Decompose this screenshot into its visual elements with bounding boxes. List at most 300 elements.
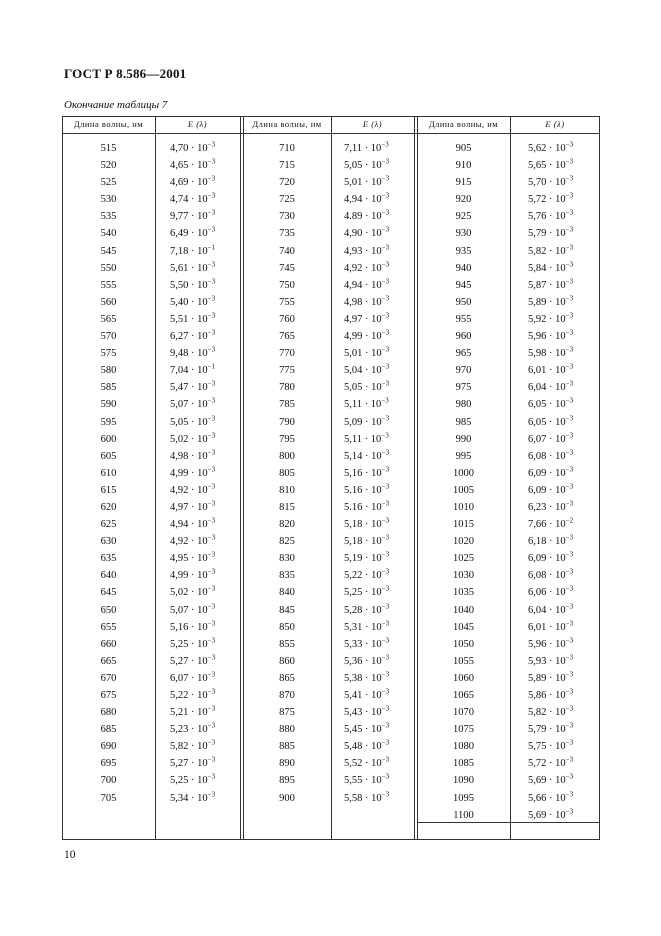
ev-exponent: −3 <box>565 277 574 286</box>
ev-mantissa: 5,05 <box>344 382 363 394</box>
wavelength-cell: 1025 <box>453 553 474 565</box>
ev-exponent: −3 <box>381 294 390 303</box>
wavelength-cell: 735 <box>279 228 295 240</box>
ev-mantissa: 4,98 <box>344 296 363 308</box>
ev-exponent: −3 <box>381 516 390 525</box>
ev-mantissa: 5,40 <box>170 296 189 308</box>
ev-cell <box>170 465 240 482</box>
ev-mantissa: 4,94 <box>170 519 189 531</box>
ev-multiplier: · 10 <box>188 741 208 753</box>
ev-cell <box>344 567 414 584</box>
ev-multiplier: · 10 <box>546 621 566 633</box>
ev-exponent: −3 <box>207 174 216 183</box>
ev-mantissa: 7,66 <box>528 519 547 531</box>
wavelength-cell: 775 <box>279 365 295 377</box>
ev-cell <box>344 499 414 516</box>
ev-mantissa: 6,04 <box>528 604 547 616</box>
ev-cell <box>170 619 240 636</box>
ev-exponent: −3 <box>381 755 390 764</box>
ev-mantissa: 9,48 <box>170 348 189 360</box>
ev-mantissa: 5,45 <box>344 724 363 736</box>
ev-cell <box>528 140 600 157</box>
wavelength-cell: 1040 <box>453 604 474 616</box>
ev-cell <box>528 670 600 687</box>
wavelength-cell: 590 <box>100 399 117 411</box>
ev-mantissa: 5,70 <box>528 177 547 189</box>
ev-cell <box>344 687 414 704</box>
ev-cell <box>344 277 414 294</box>
ev-exponent: −3 <box>207 550 216 559</box>
ev-cell <box>528 482 600 499</box>
ev-cell <box>528 396 600 413</box>
wavelength-cell: 715 <box>279 160 295 172</box>
wavelength-cell: 860 <box>279 655 295 667</box>
ev-multiplier: · 10 <box>362 484 382 496</box>
ev-exponent: −3 <box>565 653 574 662</box>
ev-exponent: −3 <box>565 567 574 576</box>
wavelength-cell: 710 <box>279 143 295 154</box>
ev-exponent: −3 <box>207 208 216 217</box>
ev-cell <box>170 755 240 772</box>
col-divider <box>240 116 241 840</box>
ev-exponent: −3 <box>565 807 574 816</box>
ev-multiplier: · 10 <box>188 604 208 616</box>
ev-mantissa: 5,48 <box>344 741 363 753</box>
ev-multiplier: · 10 <box>188 519 208 531</box>
header-wavelength: Длина волны, нм <box>428 119 499 129</box>
ev-multiplier: · 10 <box>188 365 208 377</box>
ev-cell <box>170 704 240 721</box>
wavelength-cell: 805 <box>279 467 295 479</box>
wavelength-cell: 795 <box>279 433 295 445</box>
ev-mantissa: 4,97 <box>344 313 363 325</box>
ev-multiplier: · 10 <box>546 501 566 513</box>
ev-multiplier: · 10 <box>546 570 566 582</box>
ev-exponent: −3 <box>381 482 390 491</box>
wavelength-cell: 915 <box>455 177 472 189</box>
ev-multiplier: · 10 <box>362 194 382 206</box>
wavelength-cell: 910 <box>455 160 472 172</box>
ev-exponent: −3 <box>565 328 574 337</box>
ev-cell <box>170 584 240 601</box>
wavelength-cell: 820 <box>279 519 295 531</box>
ev-cell <box>528 311 600 328</box>
ev-cell <box>344 721 414 738</box>
ev-exponent: −3 <box>565 584 574 593</box>
ev-mantissa: 5.16 <box>344 501 363 513</box>
ev-mantissa: 5,21 <box>170 707 189 719</box>
wavelength-cell: 1075 <box>453 724 474 736</box>
ev-mantissa: 5,89 <box>528 672 547 684</box>
ev-exponent: −3 <box>381 550 390 559</box>
ev-multiplier: · 10 <box>546 450 566 462</box>
ev-mantissa: 6,18 <box>528 536 547 548</box>
ev-exponent: −3 <box>565 448 574 457</box>
ev-mantissa: 5,82 <box>528 707 547 719</box>
wavelength-cell: 520 <box>100 160 117 172</box>
ev-exponent: −3 <box>565 482 574 491</box>
ev-multiplier: · 10 <box>362 672 382 684</box>
ev-multiplier: · 10 <box>546 433 566 445</box>
wavelength-cell: 560 <box>100 296 117 308</box>
ev-multiplier: · 10 <box>188 313 208 325</box>
ev-cell <box>170 345 240 362</box>
ev-mantissa: 5,55 <box>344 775 363 787</box>
ev-exponent: −3 <box>565 704 574 713</box>
ev-cell <box>344 738 414 755</box>
ev-mantissa: 5,05 <box>170 416 189 428</box>
ev-multiplier: · 10 <box>188 587 208 599</box>
wavelength-cell: 920 <box>455 194 472 206</box>
ev-mantissa: 7,18 <box>170 245 189 257</box>
ev-cell <box>528 687 600 704</box>
wavelength-cell: 945 <box>455 279 472 291</box>
wavelength-cell: 905 <box>455 143 472 154</box>
wavelength-cell: 540 <box>100 228 117 240</box>
ev-multiplier: · 10 <box>188 228 208 240</box>
ev-multiplier: · 10 <box>362 365 382 377</box>
wavelength-cell: 530 <box>100 194 117 206</box>
ev-exponent: −3 <box>381 790 390 799</box>
ev-mantissa: 5,72 <box>528 758 547 770</box>
wavelength-cell: 600 <box>100 433 117 445</box>
ev-cell <box>344 448 414 465</box>
ev-mantissa: 5,62 <box>528 143 547 154</box>
ev-mantissa: 6,08 <box>528 570 547 582</box>
header-wavelength: Длина волны, нм <box>252 119 322 129</box>
ev-mantissa: 5,52 <box>344 758 363 770</box>
wavelength-cell: 705 <box>100 792 117 804</box>
ev-exponent: −3 <box>381 157 390 166</box>
ev-exponent: −3 <box>207 328 216 337</box>
page-number: 10 <box>64 849 76 861</box>
ev-exponent: −3 <box>207 755 216 764</box>
wavelength-cell: 575 <box>100 348 117 360</box>
ev-exponent: −3 <box>207 772 216 781</box>
wavelength-cell: 665 <box>100 655 117 667</box>
ev-exponent: −3 <box>207 191 216 200</box>
ev-mantissa: 5,34 <box>170 792 189 804</box>
ev-multiplier: · 10 <box>188 553 208 565</box>
wavelength-cell: 855 <box>279 638 295 650</box>
ev-cell <box>344 243 414 260</box>
ev-cell <box>528 704 600 721</box>
ev-mantissa: 5,69 <box>528 775 547 787</box>
ev-mantissa: 6,09 <box>528 467 547 479</box>
ev-cell <box>528 567 600 584</box>
wavelength-cell: 780 <box>279 382 295 394</box>
ev-exponent: −3 <box>381 567 390 576</box>
ev-mantissa: 5,96 <box>528 331 547 343</box>
ev-exponent: −3 <box>381 602 390 611</box>
ev-cell <box>528 431 600 448</box>
wavelength-cell: 965 <box>455 348 472 360</box>
ev-cell <box>528 277 600 294</box>
ev-cell <box>528 807 600 824</box>
wavelength-cell: 765 <box>279 331 295 343</box>
ev-cell <box>528 157 600 174</box>
wavelength-cell: 1050 <box>453 638 474 650</box>
ev-mantissa: 5,31 <box>344 621 363 633</box>
wavelength-cell: 650 <box>100 604 117 616</box>
wavelength-cell: 1065 <box>453 690 474 701</box>
ev-exponent: −3 <box>565 174 574 183</box>
ev-multiplier: · 10 <box>362 604 382 616</box>
ev-cell <box>170 362 240 379</box>
wavelength-cell: 1020 <box>453 536 474 548</box>
ev-exponent: −3 <box>381 140 389 149</box>
ev-mantissa: 6,07 <box>528 433 547 445</box>
wavelength-cell: 870 <box>279 690 295 701</box>
ev-mantissa: 5,18 <box>344 536 363 548</box>
wavelength-cell: 835 <box>279 570 295 582</box>
ev-mantissa: 5,25 <box>170 775 189 787</box>
ev-multiplier: · 10 <box>546 690 566 701</box>
ev-multiplier: · 10 <box>188 194 208 206</box>
ev-exponent: −3 <box>565 721 574 730</box>
ev-multiplier: · 10 <box>188 655 208 667</box>
wavelength-cell: 895 <box>279 775 295 787</box>
ev-multiplier: · 10 <box>362 467 382 479</box>
ev-exponent: −3 <box>381 653 390 662</box>
ev-mantissa: 4,70 <box>170 143 189 154</box>
ev-mantissa: 4,99 <box>170 467 189 479</box>
ev-mantissa: 5,50 <box>170 279 189 291</box>
ev-exponent: −3 <box>381 362 390 371</box>
ev-exponent: −1 <box>207 243 216 252</box>
ev-cell <box>170 772 240 789</box>
ev-mantissa: 5,92 <box>528 313 547 325</box>
wavelength-cell: 535 <box>100 211 117 223</box>
ev-multiplier: · 10 <box>362 143 382 154</box>
ev-cell <box>344 550 414 567</box>
ev-mantissa: 5,07 <box>170 604 189 616</box>
ev-cell <box>344 431 414 448</box>
ev-exponent: −3 <box>207 687 216 696</box>
ev-multiplier: · 10 <box>362 519 382 531</box>
table-caption: Окончание таблицы 7 <box>64 99 168 111</box>
ev-cell <box>528 755 600 772</box>
header-ev-label: E (λ) <box>187 119 208 129</box>
ev-multiplier: · 10 <box>546 467 566 479</box>
ev-multiplier: · 10 <box>362 587 382 599</box>
ev-exponent: −3 <box>381 670 390 679</box>
ev-cell <box>344 362 414 379</box>
ev-exponent: −3 <box>565 414 574 422</box>
ev-cell <box>344 482 414 499</box>
wavelength-cell: 985 <box>455 416 472 428</box>
wavelength-cell: 840 <box>279 587 295 599</box>
ev-exponent: −3 <box>381 721 390 730</box>
wavelength-cell: 1080 <box>453 741 474 753</box>
ev-cell <box>170 208 240 225</box>
ev-cell <box>170 294 240 311</box>
ev-cell <box>528 414 600 431</box>
wavelength-column <box>62 140 155 807</box>
ev-exponent: −3 <box>207 533 216 542</box>
ev-exponent: −3 <box>565 208 574 217</box>
ev-cell <box>528 499 600 516</box>
ev-mantissa: 5,02 <box>170 433 189 445</box>
ev-mantissa: 6,05 <box>528 399 547 411</box>
wavelength-cell: 1035 <box>453 587 474 599</box>
wavelength-cell: 745 <box>279 262 295 274</box>
wavelength-cell: 785 <box>279 399 295 411</box>
ev-mantissa: 4,95 <box>170 553 189 565</box>
col-divider <box>510 116 511 840</box>
ev-cell <box>344 636 414 653</box>
ev-exponent: −3 <box>207 653 216 662</box>
ev-exponent: −3 <box>565 311 574 320</box>
wavelength-cell: 750 <box>279 279 295 291</box>
ev-exponent: −3 <box>207 140 216 149</box>
ev-cell <box>528 465 600 482</box>
ev-exponent: −3 <box>381 499 390 508</box>
ev-exponent: −3 <box>381 533 390 542</box>
wavelength-cell: 800 <box>279 450 295 462</box>
ev-cell <box>170 721 240 738</box>
ev-multiplier: · 10 <box>362 399 382 411</box>
ev-multiplier: · 10 <box>188 331 208 343</box>
ev-multiplier: · 10 <box>188 262 208 274</box>
ev-column <box>344 140 414 807</box>
ev-exponent: −3 <box>565 294 574 303</box>
ev-cell <box>170 653 240 670</box>
ev-exponent: −3 <box>381 465 390 474</box>
ev-exponent: −3 <box>207 294 216 303</box>
wavelength-cell: 635 <box>100 553 117 565</box>
ev-multiplier: · 10 <box>362 775 382 787</box>
ev-mantissa: 5,89 <box>528 296 547 308</box>
col-divider <box>331 116 332 840</box>
ev-cell <box>170 738 240 755</box>
ev-exponent: −3 <box>207 738 216 747</box>
ev-mantissa: 5,43 <box>344 707 363 719</box>
wavelength-cell: 565 <box>100 313 117 325</box>
ev-multiplier: · 10 <box>546 587 566 599</box>
ev-multiplier: · 10 <box>546 792 566 804</box>
ev-mantissa: 5,23 <box>170 724 189 736</box>
ev-cell <box>170 260 240 277</box>
ev-multiplier: · 10 <box>546 655 566 667</box>
ev-cell <box>528 260 600 277</box>
ev-multiplier: · 10 <box>188 707 208 719</box>
ev-cell <box>528 448 600 465</box>
ev-multiplier: · 10 <box>188 690 208 701</box>
wavelength-cell: 730 <box>279 211 295 223</box>
ev-exponent: −3 <box>381 396 389 405</box>
ev-exponent: −3 <box>207 448 216 457</box>
ev-exponent: −3 <box>207 619 216 628</box>
ev-mantissa: 5,25 <box>344 587 363 599</box>
ev-exponent: −3 <box>207 721 216 730</box>
wavelength-cell: 525 <box>100 177 117 189</box>
wavelength-cell: 1005 <box>453 484 474 496</box>
ev-multiplier: · 10 <box>546 809 566 821</box>
ev-exponent: −3 <box>565 636 574 645</box>
wavelength-column <box>417 140 510 824</box>
ev-exponent: −3 <box>565 687 574 696</box>
ev-multiplier: · 10 <box>188 775 208 787</box>
ev-multiplier: · 10 <box>362 228 382 240</box>
ev-multiplier: · 10 <box>546 399 566 411</box>
wavelength-cell: 940 <box>455 262 472 274</box>
ev-mantissa: 5,11 <box>344 433 362 445</box>
ev-cell <box>528 533 600 550</box>
ev-cell <box>170 533 240 550</box>
ev-multiplier: · 10 <box>188 143 208 154</box>
ev-multiplier: · 10 <box>546 536 566 548</box>
wavelength-cell: 1055 <box>453 655 474 667</box>
ev-multiplier: · 10 <box>546 348 566 360</box>
ev-cell <box>170 482 240 499</box>
wavelength-cell: 1015 <box>453 519 474 531</box>
ev-cell <box>344 772 414 789</box>
ev-exponent: −3 <box>207 414 216 422</box>
ev-exponent: −3 <box>565 550 574 559</box>
wavelength-cell: 760 <box>279 313 295 325</box>
ev-mantissa: 6,01 <box>528 621 547 633</box>
ev-multiplier: · 10 <box>362 741 382 753</box>
ev-exponent: −3 <box>207 602 216 611</box>
ev-exponent: −3 <box>565 772 574 781</box>
ev-exponent: −3 <box>207 790 216 799</box>
wavelength-cell: 990 <box>455 433 472 445</box>
ev-cell <box>344 653 414 670</box>
ev-exponent: −3 <box>207 379 216 388</box>
ev-mantissa: 5,14 <box>344 450 363 462</box>
ev-exponent: −3 <box>565 738 574 747</box>
ev-multiplier: · 10 <box>362 348 382 360</box>
wavelength-cell: 645 <box>100 587 117 599</box>
ev-multiplier: · 10 <box>362 296 382 308</box>
ev-mantissa: 7,04 <box>170 365 189 377</box>
ev-mantissa: 5,61 <box>170 262 189 274</box>
wavelength-cell: 790 <box>279 416 295 428</box>
ev-multiplier: · 10 <box>546 519 566 531</box>
ev-cell <box>528 584 600 601</box>
ev-cell <box>344 140 414 157</box>
ev-mantissa: 5,93 <box>528 655 547 667</box>
ev-multiplier: · 10 <box>188 724 208 736</box>
wavelength-cell: 930 <box>455 228 472 240</box>
wavelength-cell: 630 <box>100 536 117 548</box>
ev-mantissa: 6,09 <box>528 553 547 565</box>
ev-mantissa: 5,75 <box>528 741 547 753</box>
ev-cell <box>344 191 414 208</box>
ev-cell <box>528 636 600 653</box>
ev-cell <box>344 670 414 687</box>
ev-multiplier: · 10 <box>188 501 208 513</box>
wavelength-cell: 1000 <box>453 467 474 479</box>
ev-exponent: −3 <box>207 704 216 713</box>
ev-exponent: −3 <box>381 738 390 747</box>
ev-column <box>170 140 240 807</box>
ev-cell <box>344 260 414 277</box>
ev-multiplier: · 10 <box>188 536 208 548</box>
ev-cell <box>528 721 600 738</box>
ev-multiplier: · 10 <box>546 484 566 496</box>
ev-cell <box>528 191 600 208</box>
header-ev <box>331 116 414 133</box>
ev-multiplier: · 10 <box>362 450 382 462</box>
ev-mantissa: 5,72 <box>528 194 547 206</box>
ev-multiplier: · 10 <box>546 279 566 291</box>
wavelength-cell: 830 <box>279 553 295 565</box>
ev-cell <box>170 191 240 208</box>
ev-cell <box>170 174 240 191</box>
ev-multiplier: · 10 <box>362 433 382 445</box>
